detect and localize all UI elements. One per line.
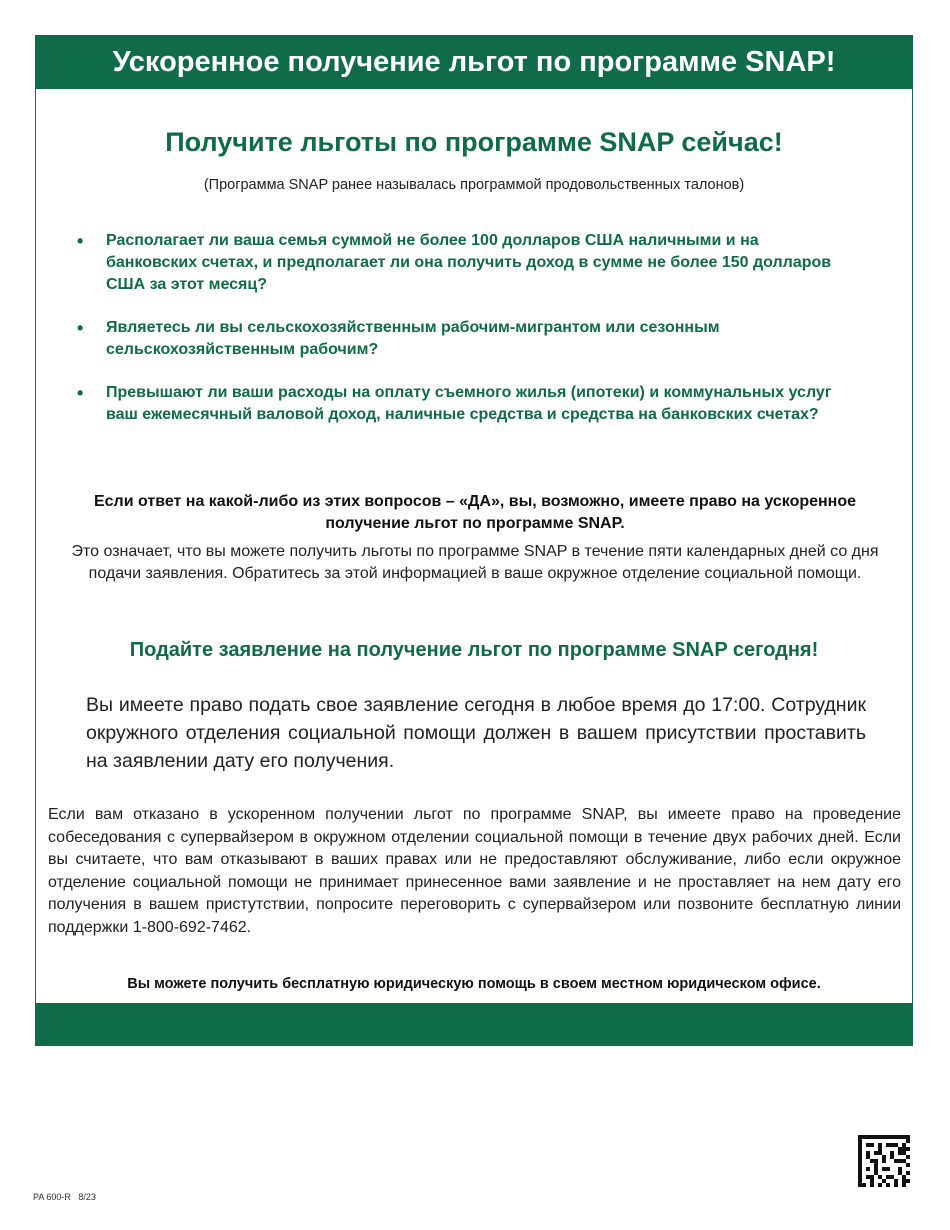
qr-code-icon [858, 1135, 910, 1187]
form-identifier: PA 600-R 8/23 [33, 1192, 96, 1202]
footer-bar [36, 1003, 912, 1045]
apply-text: Вы имеете право подать свое заявление сегодня в любое время до 17:00. Сотрудник окружного отделения социальной помощи должен в вашем присутствии проставить на заявлении дату его получения. [86, 694, 866, 772]
header-title: Ускоренное получение льгот по программе SNAP! [36, 36, 912, 89]
question-item: • Являетесь ли вы сельскохозяйственным рабочим-мигрантом или сезонным сельскохозяйственным рабочим? [74, 317, 844, 361]
program-note: (Программа SNAP ранее называлась программой продовольственных талонов) [203, 177, 745, 193]
page-subtitle: Получите льготы по программе SNAP сейчас! [165, 127, 783, 157]
notice-frame [35, 35, 913, 1046]
apply-heading: Подайте заявление на получение льгот по программе SNAP сегодня! [129, 639, 819, 661]
eligibility-explanation: Это означает, что вы можете получить льготы по программе SNAP в течение пяти календарных дней со дня подачи заявления. Обратитесь за этой информацией в ваше окружное отделение социальной помощи. [71, 543, 879, 582]
legal-help-text: Вы можете получить бесплатную юридическую помощь в своем местном юридическом офисе. [127, 976, 821, 992]
question-item: • Превышают ли ваши расходы на оплату съемного жилья (ипотеки) и коммунальных услуг ваш ежемесячный валовой доход, наличные средства и средства на банковских счетах? [74, 382, 844, 426]
eligibility-answer: Если ответ на какой-либо из этих вопросов – «ДА», вы, возможно, имеете право на ускоренное получение льгот по программе SNAP. [93, 493, 857, 532]
question-item: • Располагает ли ваша семья суммой не более 100 долларов США наличными и на банковских счетах, и предполагает ли она получить доход в сумме не более 150 долларов США за этот месяц? [74, 230, 844, 296]
denial-rights-text: Если вам отказано в ускоренном получении льгот по программе SNAP, вы имеете право на проведение собеседования с супервайзером в окружном отделении социальной помощи в течение двух рабочих дней. Если вы считаете, что вам отказывают в ваших правах или не предоставляют обслуживание, либо если окружное отделение социальной помощи не принимает принесенное вами заявление и не проставляет на нем дату его получения в вашем пристутствии, попросите переговорить с супервайзером или позвоните бесплатную линии поддержки 1-800-692-7462. [48, 806, 902, 936]
eligibility-questions [74, 230, 844, 447]
